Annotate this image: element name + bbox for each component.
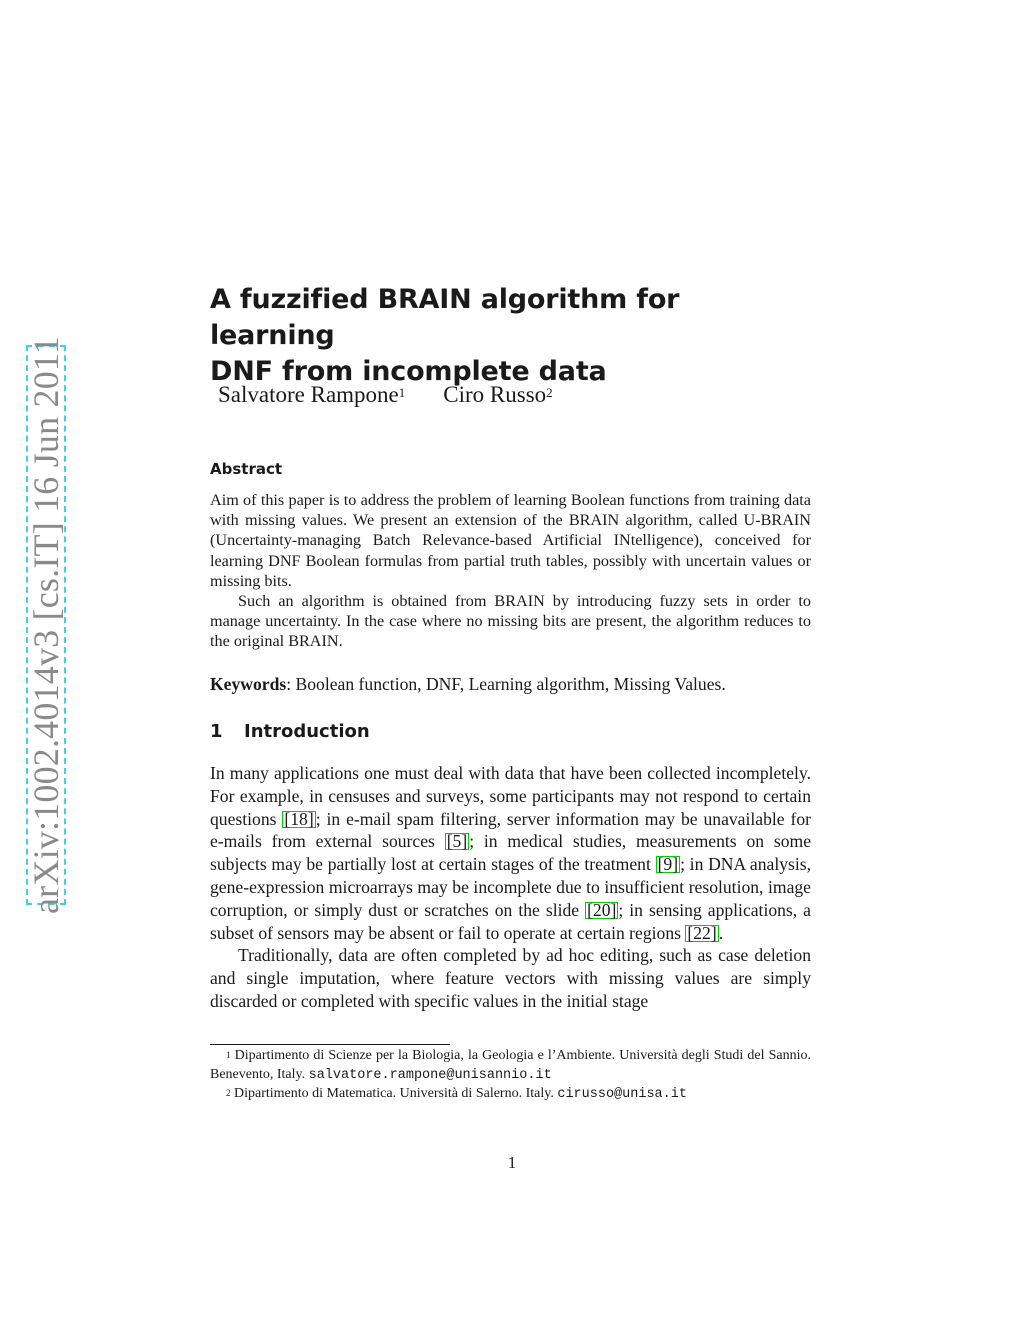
- footnote-2: [210, 1085, 811, 1105]
- footnote-divider: [210, 1044, 450, 1045]
- intro-paragraph-2: Traditionally, data are often completed by ad hoc editing, such as case deletion and single imputation, where feature vectors with missing values are simply discarded or completed with specific values in the initial stage: [210, 945, 811, 1011]
- footnote-text: Dipartimento di Matematica. Università di Salerno. Italy.: [234, 1086, 558, 1101]
- paper-title: [210, 282, 810, 390]
- keywords-text: : Boolean function, DNF, Learning algorithm, Missing Values.: [286, 674, 726, 694]
- abstract-paragraph-1: Aim of this paper is to address the problem of learning Boolean functions from training data with missing values. We present an extension of the BRAIN algorithm, called U-BRAIN (Uncertainty-managing Batch Relevance-based Artificial INtelligence), conceived for learning DNF Boolean formulas from partial truth tables, possibly with uncertain values or missing bits.: [210, 491, 811, 590]
- author-list: [218, 380, 818, 410]
- email-link[interactable]: cirusso@unisa.it: [557, 1087, 687, 1102]
- arxiv-stamp-text: arXiv:1002.4014v3 [cs.IT] 16 Jun 2011: [26, 336, 66, 914]
- title-line-1: A fuzzified BRAIN algorithm for learning: [210, 284, 680, 351]
- citation-link-22[interactable]: [22]: [687, 922, 717, 943]
- text-run: .: [718, 922, 724, 943]
- author-name: Salvatore Rampone: [218, 382, 399, 407]
- keywords: [210, 672, 811, 696]
- keywords-label: Keywords: [210, 674, 287, 694]
- author-footnote-mark: 1: [398, 385, 406, 400]
- introduction-body: [210, 762, 811, 1013]
- footnote-mark: 2: [226, 1088, 231, 1098]
- footnote-1: [210, 1047, 811, 1085]
- footnote-text: Dipartimento di Scienze per la Biologia, la Geologia e l’Ambiente. Università degli Studi del Sannio. Benevento, Italy.: [210, 1048, 811, 1082]
- author-1: [218, 380, 405, 410]
- footnotes: [210, 1047, 811, 1105]
- arxiv-stamp[interactable]: [26, 336, 66, 914]
- text-run: ; in medical studies, measurements on some subjects may be partially lost at certain stages of the treatment: [210, 831, 812, 875]
- title-line-2: DNF from incomplete data: [210, 356, 607, 387]
- text-run: In many applications one must deal with data that have been collected incompletely. For example, in censuses and surveys, some participants may not respond to certain questions: [210, 763, 811, 829]
- author-2: [443, 380, 552, 410]
- text-run: ; in DNA analysis, gene-expression microarrays may be incomplete due to insufficient resolution, image corruption, or simply dust or scratches on the slide: [210, 854, 812, 920]
- abstract-paragraph-2: Such an algorithm is obtained from BRAIN by introducing fuzzy sets in order to manage uncertainty. In the case where no missing bits are present, the algorithm reduces to the original BRAIN.: [210, 592, 811, 651]
- footnote-mark: 1: [226, 1050, 231, 1060]
- abstract-heading: Abstract: [210, 460, 283, 478]
- citation-link-20[interactable]: [20]: [587, 899, 617, 920]
- section-heading-introduction: [210, 721, 370, 742]
- abstract-body: [210, 490, 811, 652]
- email-link[interactable]: salvatore.rampone@unisannio.it: [308, 1067, 552, 1083]
- text-run: ; in e-mail spam filtering, server information may be unavailable for e-mails from external sources: [210, 808, 811, 852]
- intro-paragraph-1: [210, 762, 811, 944]
- citation-link-18[interactable]: [18]: [284, 808, 314, 829]
- section-title: Introduction: [244, 721, 370, 742]
- citation-link-5[interactable]: [5]: [446, 831, 468, 852]
- text-run: ; in sensing applications, a subset of sensors may be absent or fail to operate at certain regions: [210, 899, 811, 943]
- author-footnote-mark: 2: [546, 385, 553, 400]
- page-number: 1: [507, 1153, 517, 1172]
- citation-link-9[interactable]: [9]: [657, 854, 679, 875]
- author-name: Ciro Russo: [443, 382, 547, 407]
- section-number: 1: [210, 721, 223, 742]
